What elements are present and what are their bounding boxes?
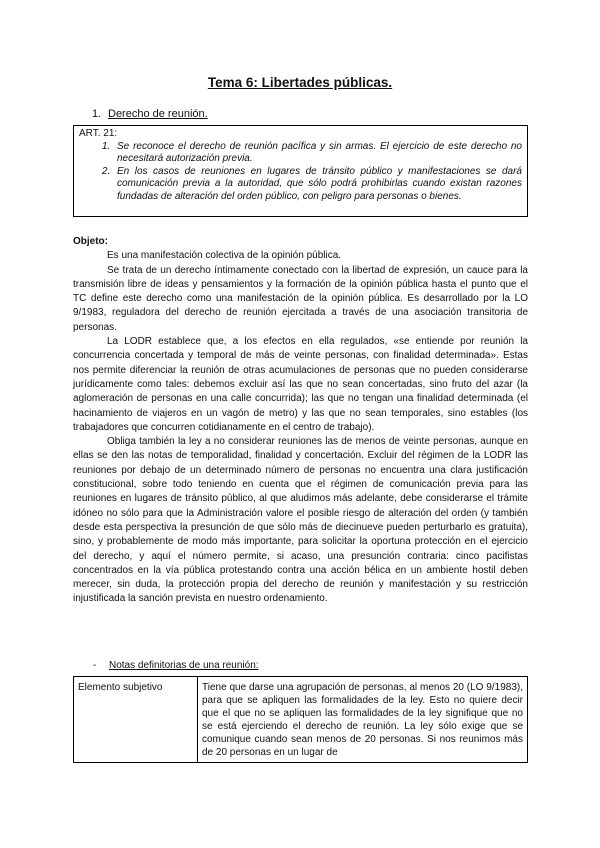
section-title: Derecho de reunión. [108,108,208,120]
section-number: 1. [92,108,102,120]
objeto-heading: Objeto: [73,236,108,247]
table-row [74,677,528,763]
document-title: Tema 6: Libertades públicas. [207,75,393,90]
article-list [79,141,522,204]
objeto-paragraph: Es una manifestación colectiva de la opinión pública. [107,250,342,262]
objeto-section [73,235,528,607]
definitions-table [73,676,528,763]
description-cell: Tiene que darse una agrupación de personas, al menos 20 (LO 9/1983), para que se apliquen las formalidades de la ley. Esto no quiere decir que el que no se apliquen las formalidades de la ley signifique que no se está ejerciendo el derecho de reunión. La ley sólo exige que se comunique cuando sean menos de 20 personas. Si nos reunimos más de 20 personas en un lugar de [198,677,528,763]
notes-bullet: - [93,660,97,671]
objeto-paragraph: La LODR establece que, a los efectos en ella regulados, «se entiende por reunión la concurrencia concertada y temporal de más de veinte personas, con finalidad determinada». Estas nos permite diferenciar la reunión de otras acumulaciones de personas que no pueden considerarse jurídicamente como tales: debemos excluir así las que no sean concertadas, sino fruto del azar (la aglomeración de personas en una calle concurrida); las que no tengan una finalidad determinada (el hacinamiento de viajeros en un vagón de metro) y las que no sean temporales, sino estables (los trabajadores que concurren cotidianamente en el centro de trabajo). [73,336,528,433]
element-cell: Elemento subjetivo [74,677,198,763]
notes-title: Notas definitorias de una reunión: [109,660,259,671]
article-box [73,125,528,217]
article-item: 2. En los casos de reuniones en lugares de tránsito público y manifestaciones se dará comunicación previa a la autoridad, que sólo podrá prohibirlas cuando existan razones fundadas de alteración del orden público, con peligro para personas o bienes. [113,166,522,204]
article-item: 1. Se reconoce el derecho de reunión pacífica y sin armas. El ejercicio de este derecho no necesitará autorización previa. [113,141,522,166]
article-label: ART. 21: [79,128,118,139]
objeto-paragraph: Obliga también la ley a no considerar reuniones las de menos de veinte personas, aunque en ellas se den las notas de temporalidad, finalidad y concertación. Excluir del régimen de la LODR las reuniones por debajo de un determinado número de personas no encuentra una clara justificación constitucional, sobre todo teniendo en cuenta que el régimen de comunicación previa para las reuniones en lugares de tránsito público, al que aludimos más adelante, debe considerarse el trámite idóneo no sólo para que la Administración valore el posible riesgo de alteración del orden (y también desde esta perspectiva la presunción de que sólo más de diecinueve pueden perturbarlo es gratuita), sino, y probablemente de modo más importante, para solicitar la oportuna protección en el ejercicio del derecho, y aquí el número permite, si acaso, una presunción contraria: cinco pacifistas concentrados en la vía pública protestando contra una acción bélica en un ambiente hostil deben merecer, sin duda, la protección propia del derecho de reunión y manifestación y su restricción injustificada la sanción prevista en nuestro ordenamiento. [73,436,528,605]
objeto-paragraph: Se trata de un derecho íntimamente conectado con la libertad de expresión, un cauce para la transmisión libre de ideas y pensamientos y la formación de la opinión pública hasta el punto que el TC define este derecho como una manifestación de la opinión pública. Es desarrollado por la LO 9/1983, reguladora del derecho de reunión ejercitada a través de una asociación transitoria de personas. [73,264,528,333]
